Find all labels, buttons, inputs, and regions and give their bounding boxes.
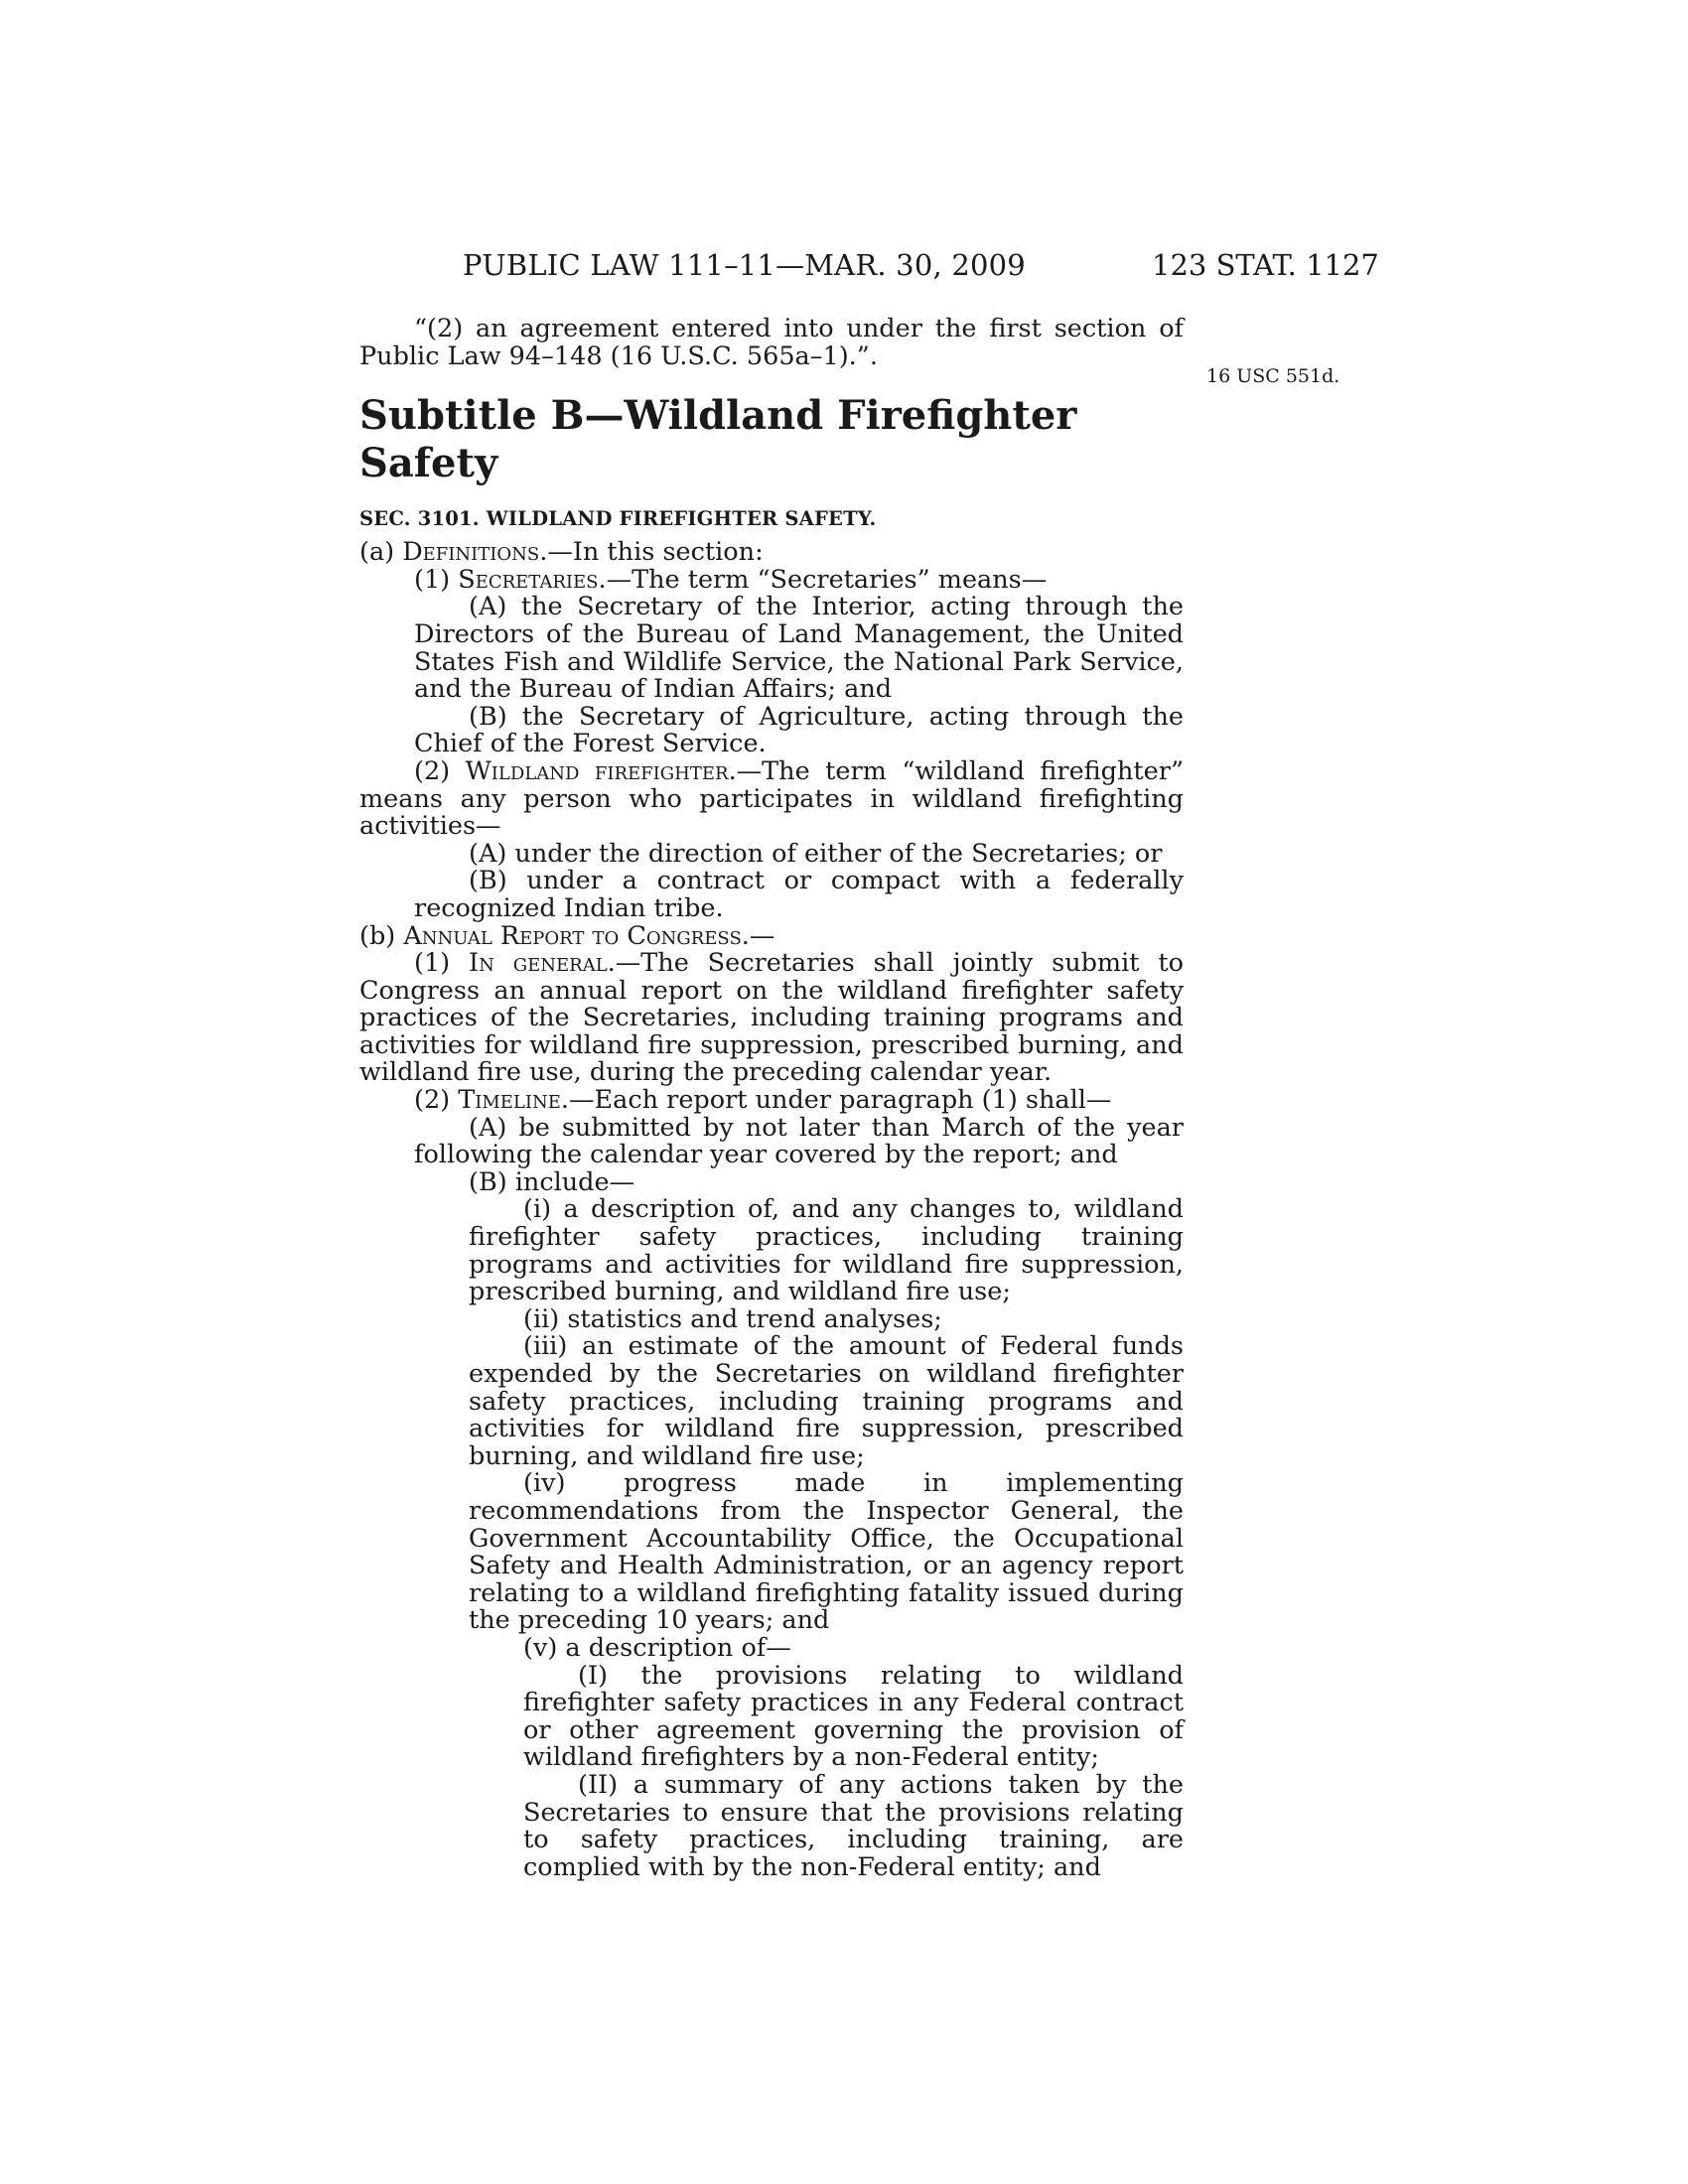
paragraph-a2-label: (2) — [414, 755, 466, 786]
subsection-b-label: (b) — [359, 920, 404, 951]
paragraph-a2-heading: Wildland firefighter — [465, 755, 729, 786]
paragraph-b1-label: (1) — [414, 948, 470, 979]
paragraph-a1 — [359, 564, 1184, 595]
paragraph-b1 — [359, 950, 1184, 1087]
paragraph-a1-text: .—The term “Secretaries” means— — [598, 564, 1048, 595]
subparagraph-a2-A — [359, 838, 1184, 869]
subsection-a-heading: Definitions — [402, 537, 540, 568]
paragraph-a1-label: (1) — [414, 564, 459, 595]
subparagraph-b2-A: (A) be submitted by not later than March of the year following the calendar year covered by the report; and — [414, 1112, 1184, 1170]
paragraph-b2-label: (2) — [414, 1085, 459, 1116]
margin-note: 16 USC 551d. — [1206, 365, 1340, 387]
paragraph-a2 — [359, 755, 1184, 842]
statute-page-number: 123 STAT. 1127 — [1152, 248, 1379, 282]
subsection-b-text: .— — [741, 920, 775, 951]
subparagraph-a2-B: (B) under a contract or compact with a federally recognized Indian tribe. — [414, 866, 1184, 923]
paragraph-a2-text: .—The term “wildland firefighter” means any person who participates in wildland firefighting activities— — [359, 755, 1184, 842]
subsection-a-text: .—In this section: — [539, 537, 764, 568]
subsection-b — [359, 920, 1184, 951]
section-heading: SEC. 3101. WILDLAND FIREFIGHTER SAFETY. — [359, 507, 877, 531]
subsection-a — [359, 539, 1184, 567]
paragraph-b2-text: .—Each report under paragraph (1) shall— — [560, 1085, 1112, 1116]
paragraph-b2-heading: Timeline — [458, 1085, 561, 1116]
clause-b2-B-iii: (iii) an estimate of the amount of Federal funds expended by the Secretaries on wildland firefighter safety practices, including training programs and activities for wildland fire suppression, prescribed burning, and wildland fire use; — [469, 1331, 1184, 1471]
paragraph-a1-heading: Secretaries — [458, 564, 599, 595]
subsection-a-label: (a) — [359, 537, 403, 568]
paragraph-b2 — [359, 1087, 1184, 1115]
subtitle-heading: Subtitle B—Wildland Firefighter Safety — [359, 392, 1077, 487]
subparagraph-a2-A-text: (A) under the direction of either of the Secretaries; or — [469, 838, 1163, 869]
running-head: PUBLIC LAW 111–11—MAR. 30, 2009 — [463, 248, 1026, 282]
subsection-b-heading: Annual Report to Congress — [403, 920, 742, 951]
subparagraph-a1-A: (A) the Secretary of the Interior, acting through the Directors of the Bureau of Land Management, the United States Fish and Wildlife Service, the National Park Service, and the Bureau of Indian Affairs; and — [414, 592, 1184, 705]
clause-b2-B-v: (v) a description of— — [523, 1632, 791, 1663]
document-body — [359, 316, 1184, 1881]
paragraph-b1-heading: In general — [469, 948, 608, 979]
subclause-b2-B-v-II: (II) a summary of any actions taken by the Secretaries to ensure that the provisions relating to safety practices, including training, are complied with by the non-Federal entity; and — [523, 1769, 1184, 1882]
clause-b2-B-i: (i) a description of, and any changes to, wildland firefighter safety practices, including training programs and activities for wildland fire suppression, prescribed burning, and wildland fire use; — [469, 1194, 1184, 1307]
subparagraph-b2-B: (B) include— — [469, 1166, 635, 1197]
subclause-b2-B-v-I: (I) the provisions relating to wildland firefighter safety practices in any Federal contract or other agreement governing the provision of wildland firefighters by a non-Federal entity; — [523, 1660, 1184, 1773]
opening-paragraph-2: “(2) an agreement entered into under the first section of Public Law 94–148 (16 U.S.C. 565a–1).”. — [359, 314, 1184, 371]
clause-b2-B-ii: (ii) statistics and trend analyses; — [523, 1303, 942, 1334]
paragraph-b1-text: .—The Secretaries shall jointly submit to Congress an annual report on the wildland firefighter safety practices of the Secretaries, including training programs and activities for wildland fire suppression, prescribed burning, and wildland fire use, during the preceding calendar year. — [359, 948, 1185, 1088]
section-heading-row — [359, 501, 1184, 529]
clause-b2-B-iv: (iv) progress made in implementing recommendations from the Inspector General, the Government Accountability Office, the Occupational Safety and Health Administration, or an agency report relating to a wildland firefighting fatality issued during the preceding 10 years; and — [469, 1468, 1184, 1636]
subparagraph-a1-B: (B) the Secretary of Agriculture, acting through the Chief of the Forest Service. — [414, 701, 1184, 759]
